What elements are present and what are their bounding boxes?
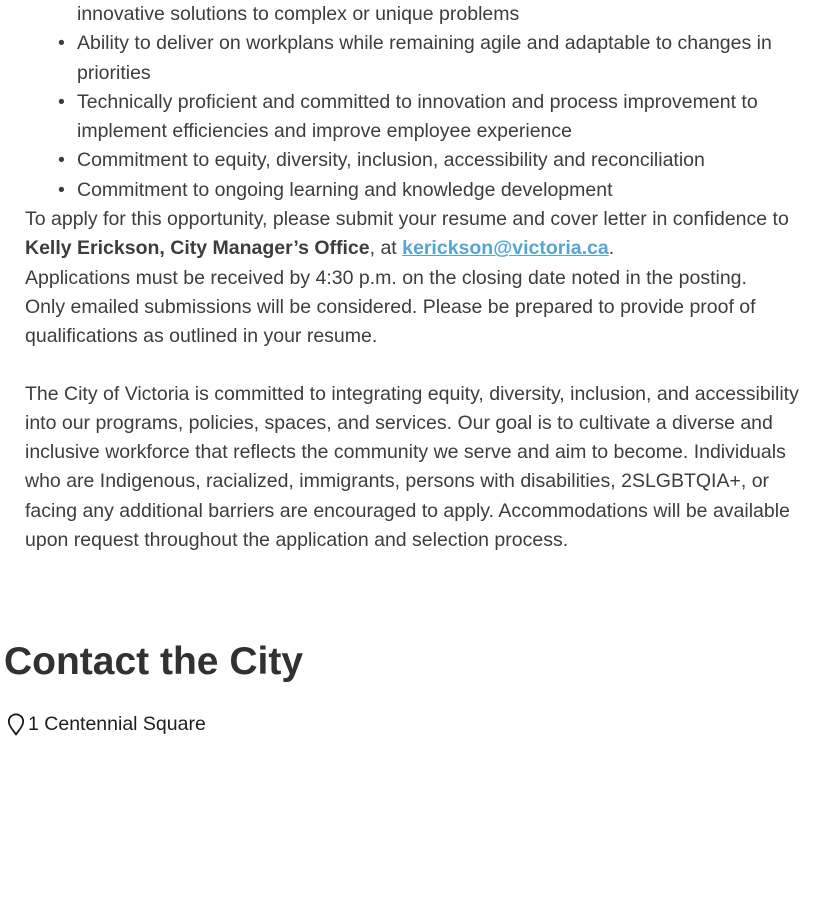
submissions-line: Only emailed submissions will be considered. Please be prepared to provide proof of qualifications as outlined in your resume. — [25, 295, 756, 348]
address-row — [6, 712, 836, 738]
apply-text-after: . — [608, 237, 615, 260]
list-item-continuation: innovative solutions to complex or unique problems — [77, 3, 520, 25]
apply-text-mid: , at — [369, 237, 403, 260]
address-text: 1 Centennial Square — [28, 712, 206, 735]
deadline-line: Applications must be received by 4:30 p.m. on the closing date noted in the posting. — [25, 266, 747, 289]
equity-paragraph-clipped-container — [25, 380, 810, 569]
apply-paragraph — [25, 205, 810, 264]
contact-the-city-heading: Contact the City — [4, 639, 304, 683]
contact-name: Kelly Erickson, City Manager’s Office — [25, 237, 370, 260]
list-item: • Ability to deliver on workplans while remaining agile and adaptable to changes in priorities — [77, 29, 810, 88]
map-pin-icon — [6, 712, 26, 738]
email-link[interactable]: kerickson@victoria.ca — [402, 237, 609, 260]
qualifications-list — [25, 0, 810, 205]
list-item: • Technically proficient and committed to innovation and process improvement to implement efficiencies and improve employee experience — [77, 88, 810, 147]
list-item: • Commitment to equity, diversity, inclusion, accessibility and reconciliation — [77, 146, 810, 175]
apply-text-before: To apply for this opportunity, please submit your resume and cover letter in confidence to — [25, 208, 789, 231]
list-item: • Commitment to ongoing learning and knowledge development — [77, 176, 810, 205]
deadline-paragraph — [25, 264, 810, 352]
equity-paragraph: The City of Victoria is committed to integrating equity, diversity, inclusion, and accessibility into our programs, policies, spaces, and services. Our goal is to cultivate a diverse and inclusive workforce that reflects the community we serve and aim to become. Individuals who are Indigenous, racialized, immigrants, persons with disabilities, 2SLGBTQIA+, or facing any additional barriers are encouraged to apply. Accommodations will be available upon request throughout the application and selection process. — [25, 382, 799, 552]
